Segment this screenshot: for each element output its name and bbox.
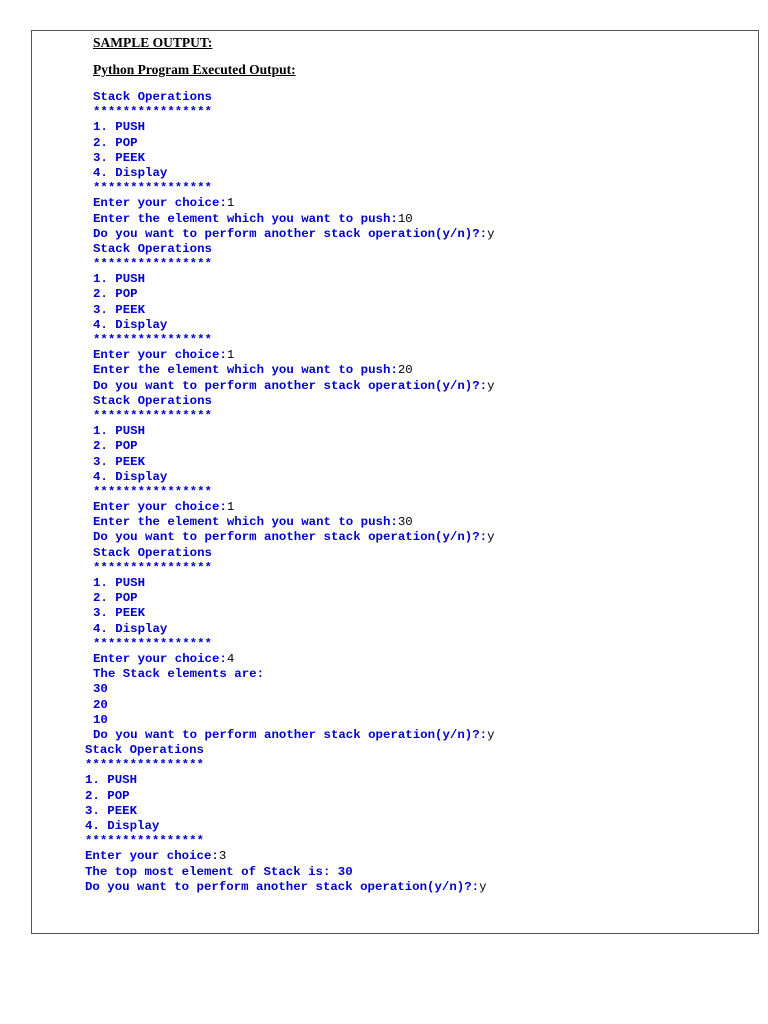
console-line bbox=[93, 713, 495, 728]
console-line-text: Do you want to perform another stack operation(y/n)?: bbox=[93, 530, 488, 545]
document-page bbox=[31, 30, 759, 934]
console-line bbox=[93, 303, 495, 318]
console-line-text: 1. PUSH bbox=[93, 576, 146, 590]
console-line bbox=[85, 804, 487, 819]
console-line bbox=[93, 379, 495, 394]
console-line-text: The top most element of Stack is: 30 bbox=[85, 864, 353, 879]
console-line-text: Do you want to perform another stack operation(y/n)?: bbox=[93, 378, 488, 393]
console-line-text: **************** bbox=[93, 105, 212, 120]
console-line bbox=[93, 470, 495, 485]
console-line bbox=[93, 515, 495, 530]
console-line-text: 3. PEEK bbox=[93, 150, 146, 165]
console-line-text: Enter your choice: bbox=[93, 348, 227, 363]
console-line bbox=[93, 728, 495, 743]
console-line bbox=[93, 181, 495, 196]
console-line-text: Enter your choice: bbox=[93, 196, 227, 211]
console-line bbox=[93, 120, 495, 135]
console-line-text: Enter your choice: bbox=[93, 500, 227, 515]
console-line bbox=[85, 773, 487, 788]
console-line-text: **************** bbox=[93, 333, 212, 347]
console-line bbox=[93, 637, 495, 652]
console-user-input: 1 bbox=[226, 500, 235, 515]
console-line-text: 4. Display bbox=[93, 317, 168, 332]
console-line-text: 10 bbox=[93, 712, 108, 727]
console-line-text: **************** bbox=[93, 560, 212, 575]
console-line-text: Do you want to perform another stack operation(y/n)?: bbox=[85, 879, 480, 894]
console-line-text: **************** bbox=[93, 408, 212, 423]
console-line-text: Enter the element which you want to push: bbox=[93, 363, 398, 378]
console-line-text: **************** bbox=[93, 257, 212, 272]
console-line-text: 2. POP bbox=[93, 439, 138, 454]
console-line bbox=[93, 409, 495, 424]
console-user-input: 10 bbox=[397, 211, 413, 226]
console-user-input: 1 bbox=[226, 196, 235, 211]
console-line bbox=[93, 667, 495, 682]
console-line-text: 4. Display bbox=[93, 469, 168, 484]
console-line bbox=[93, 652, 495, 667]
console-line bbox=[93, 212, 495, 227]
console-line-text: 3. PEEK bbox=[93, 454, 146, 469]
sample-output-heading: SAMPLE OUTPUT: bbox=[93, 35, 213, 50]
console-line bbox=[93, 561, 495, 576]
program-output-heading: Python Program Executed Output: bbox=[93, 62, 296, 77]
console-line bbox=[85, 834, 487, 849]
console-line-text: 2. POP bbox=[93, 135, 138, 150]
console-line-text: 2. POP bbox=[93, 591, 138, 606]
console-user-input: y bbox=[487, 378, 495, 393]
console-line-text: Stack Operations bbox=[85, 743, 204, 757]
console-line-text: **************** bbox=[93, 484, 212, 499]
console-line-text: Stack Operations bbox=[93, 545, 212, 560]
console-line bbox=[85, 865, 487, 880]
console-user-input: y bbox=[479, 879, 487, 894]
console-line-text: **************** bbox=[85, 834, 204, 849]
console-line bbox=[85, 880, 487, 895]
console-line bbox=[93, 439, 495, 454]
console-line-text: Enter your choice: bbox=[93, 651, 227, 666]
console-line-text: The Stack elements are: bbox=[93, 667, 265, 682]
console-line-text: 1. PUSH bbox=[93, 424, 146, 439]
console-line bbox=[93, 500, 495, 515]
console-line-text: 30 bbox=[93, 682, 108, 697]
console-line-text: 20 bbox=[93, 697, 108, 712]
console-line bbox=[93, 151, 495, 166]
console-line bbox=[93, 622, 495, 637]
console-line bbox=[93, 166, 495, 181]
console-line-text: 4. Display bbox=[85, 818, 160, 833]
console-line bbox=[93, 606, 495, 621]
console-line bbox=[93, 257, 495, 272]
console-line bbox=[85, 758, 487, 773]
console-line-text: Do you want to perform another stack operation(y/n)?: bbox=[93, 727, 488, 742]
console-line bbox=[93, 242, 495, 257]
console-line bbox=[93, 227, 495, 242]
console-line bbox=[93, 530, 495, 545]
console-line bbox=[93, 333, 495, 348]
console-line bbox=[93, 318, 495, 333]
console-line-text: Enter the element which you want to push: bbox=[93, 515, 398, 530]
console-line-text: Enter the element which you want to push: bbox=[93, 211, 398, 226]
console-line bbox=[93, 394, 495, 409]
console-user-input: y bbox=[487, 530, 495, 545]
console-line bbox=[85, 849, 487, 864]
console-line-text: **************** bbox=[93, 181, 212, 196]
console-line-text: Enter your choice: bbox=[85, 849, 219, 864]
console-line bbox=[93, 363, 495, 378]
console-line bbox=[93, 698, 495, 713]
console-line-text: Stack Operations bbox=[93, 393, 212, 408]
console-line-text: 3. PEEK bbox=[93, 606, 146, 621]
console-line-text: 3. PEEK bbox=[85, 803, 138, 818]
console-line-text: 2. POP bbox=[93, 287, 138, 302]
console-line bbox=[93, 105, 495, 120]
console-line-text: 2. POP bbox=[85, 788, 130, 803]
console-line bbox=[85, 743, 487, 758]
console-line-text: Do you want to perform another stack operation(y/n)?: bbox=[93, 226, 488, 241]
console-output-block-2 bbox=[85, 743, 487, 895]
console-line-text: **************** bbox=[85, 758, 204, 773]
console-line bbox=[93, 682, 495, 697]
console-line bbox=[85, 789, 487, 804]
console-user-input: y bbox=[487, 226, 495, 241]
console-user-input: 1 bbox=[226, 348, 235, 363]
console-user-input: 30 bbox=[397, 515, 413, 530]
console-line bbox=[93, 546, 495, 561]
console-line bbox=[93, 90, 495, 105]
console-user-input: y bbox=[487, 727, 495, 742]
console-line bbox=[93, 576, 495, 591]
console-line-text: **************** bbox=[93, 636, 212, 651]
console-output-block-1 bbox=[93, 90, 495, 743]
console-user-input: 3 bbox=[218, 849, 227, 864]
console-user-input: 20 bbox=[397, 363, 413, 378]
console-line-text: 4. Display bbox=[93, 621, 168, 636]
console-line bbox=[85, 819, 487, 834]
console-line bbox=[93, 348, 495, 363]
console-line bbox=[93, 485, 495, 500]
console-line bbox=[93, 287, 495, 302]
console-line bbox=[93, 424, 495, 439]
console-line bbox=[93, 455, 495, 470]
console-line-text: 4. Display bbox=[93, 165, 168, 180]
console-user-input: 4 bbox=[226, 651, 235, 666]
console-line-text: 1. PUSH bbox=[93, 120, 146, 135]
console-line bbox=[93, 272, 495, 287]
console-line-text: 1. PUSH bbox=[85, 773, 138, 788]
console-line-text: 1. PUSH bbox=[93, 272, 146, 287]
console-line bbox=[93, 136, 495, 151]
console-line-text: 3. PEEK bbox=[93, 302, 146, 317]
console-line-text: Stack Operations bbox=[93, 90, 212, 104]
console-line bbox=[93, 196, 495, 211]
console-line bbox=[93, 591, 495, 606]
console-line-text: Stack Operations bbox=[93, 241, 212, 256]
